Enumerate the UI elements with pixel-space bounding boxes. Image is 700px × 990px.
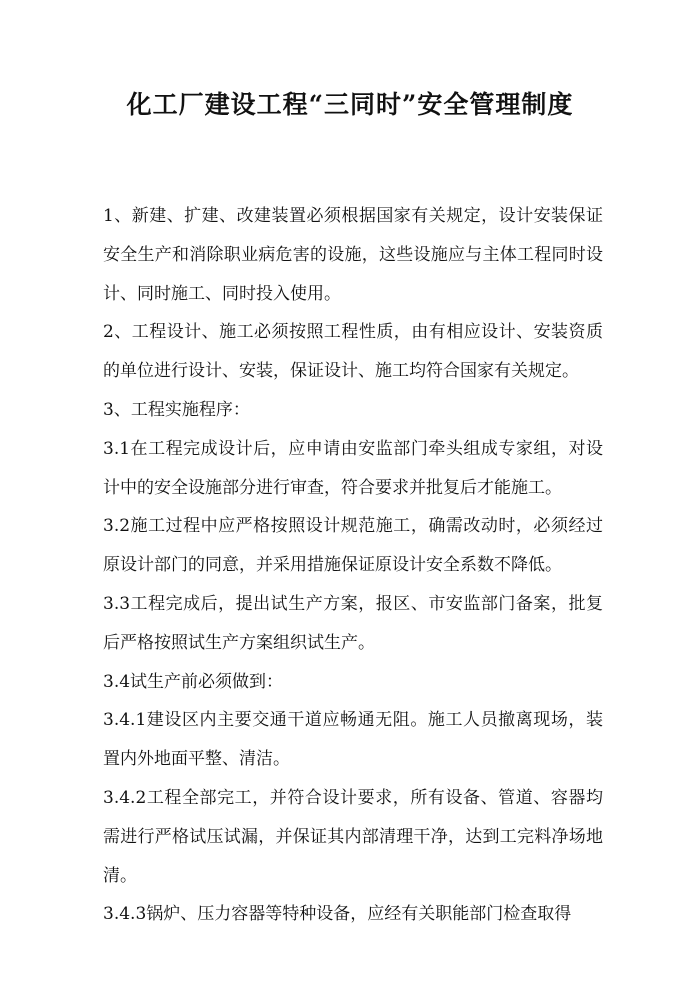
paragraph-3-4-2: 3.4.2工程全部完工，并符合设计要求，所有设备、管道、容器均需进行严格试压试漏，并保证其内部清理干净，达到工完料净场地清。 — [103, 787, 603, 886]
paragraph-1: 1、新建、扩建、改建装置必须根据国家有关规定，设计安装保证安全生产和消除职业病危害的设施，这些设施应与主体工程同时设计、同时施工、同时投入使用。 — [103, 206, 603, 304]
paragraph-3: 3、工程实施程序： — [103, 399, 250, 420]
document-body — [103, 197, 603, 934]
paragraph-3-2: 3.2施工过程中应严格按照设计规范施工，确需改动时，必须经过原设计部门的同意，并采用措施保证原设计安全系数不降低。 — [103, 516, 603, 576]
paragraph-3-4-3: 3.4.3锅炉、压力容器等特种设备，应经有关职能部门检查取得 — [103, 904, 572, 925]
paragraph-3-4: 3.4试生产前必须做到： — [103, 671, 284, 692]
document-title: 化工厂建设工程“三同时”安全管理制度 — [126, 90, 574, 119]
paragraph-2: 2、工程设计、施工必须按照工程性质，由有相应设计、安装资质的单位进行设计、安装，保证设计、施工均符合国家有关规定。 — [103, 322, 603, 382]
paragraph-3-1: 3.1在工程完成设计后，应申请由安监部门牵头组成专家组，对设计中的安全设施部分进行审查，符合要求并批复后才能施工。 — [103, 438, 603, 498]
paragraph-3-3: 3.3工程完成后，提出试生产方案，报区、市安监部门备案，批复后严格按照试生产方案组织试生产。 — [103, 593, 603, 653]
paragraph-3-4-1: 3.4.1建设区内主要交通干道应畅通无阻。施工人员撤离现场，装置内外地面平整、清洁。 — [103, 710, 603, 770]
